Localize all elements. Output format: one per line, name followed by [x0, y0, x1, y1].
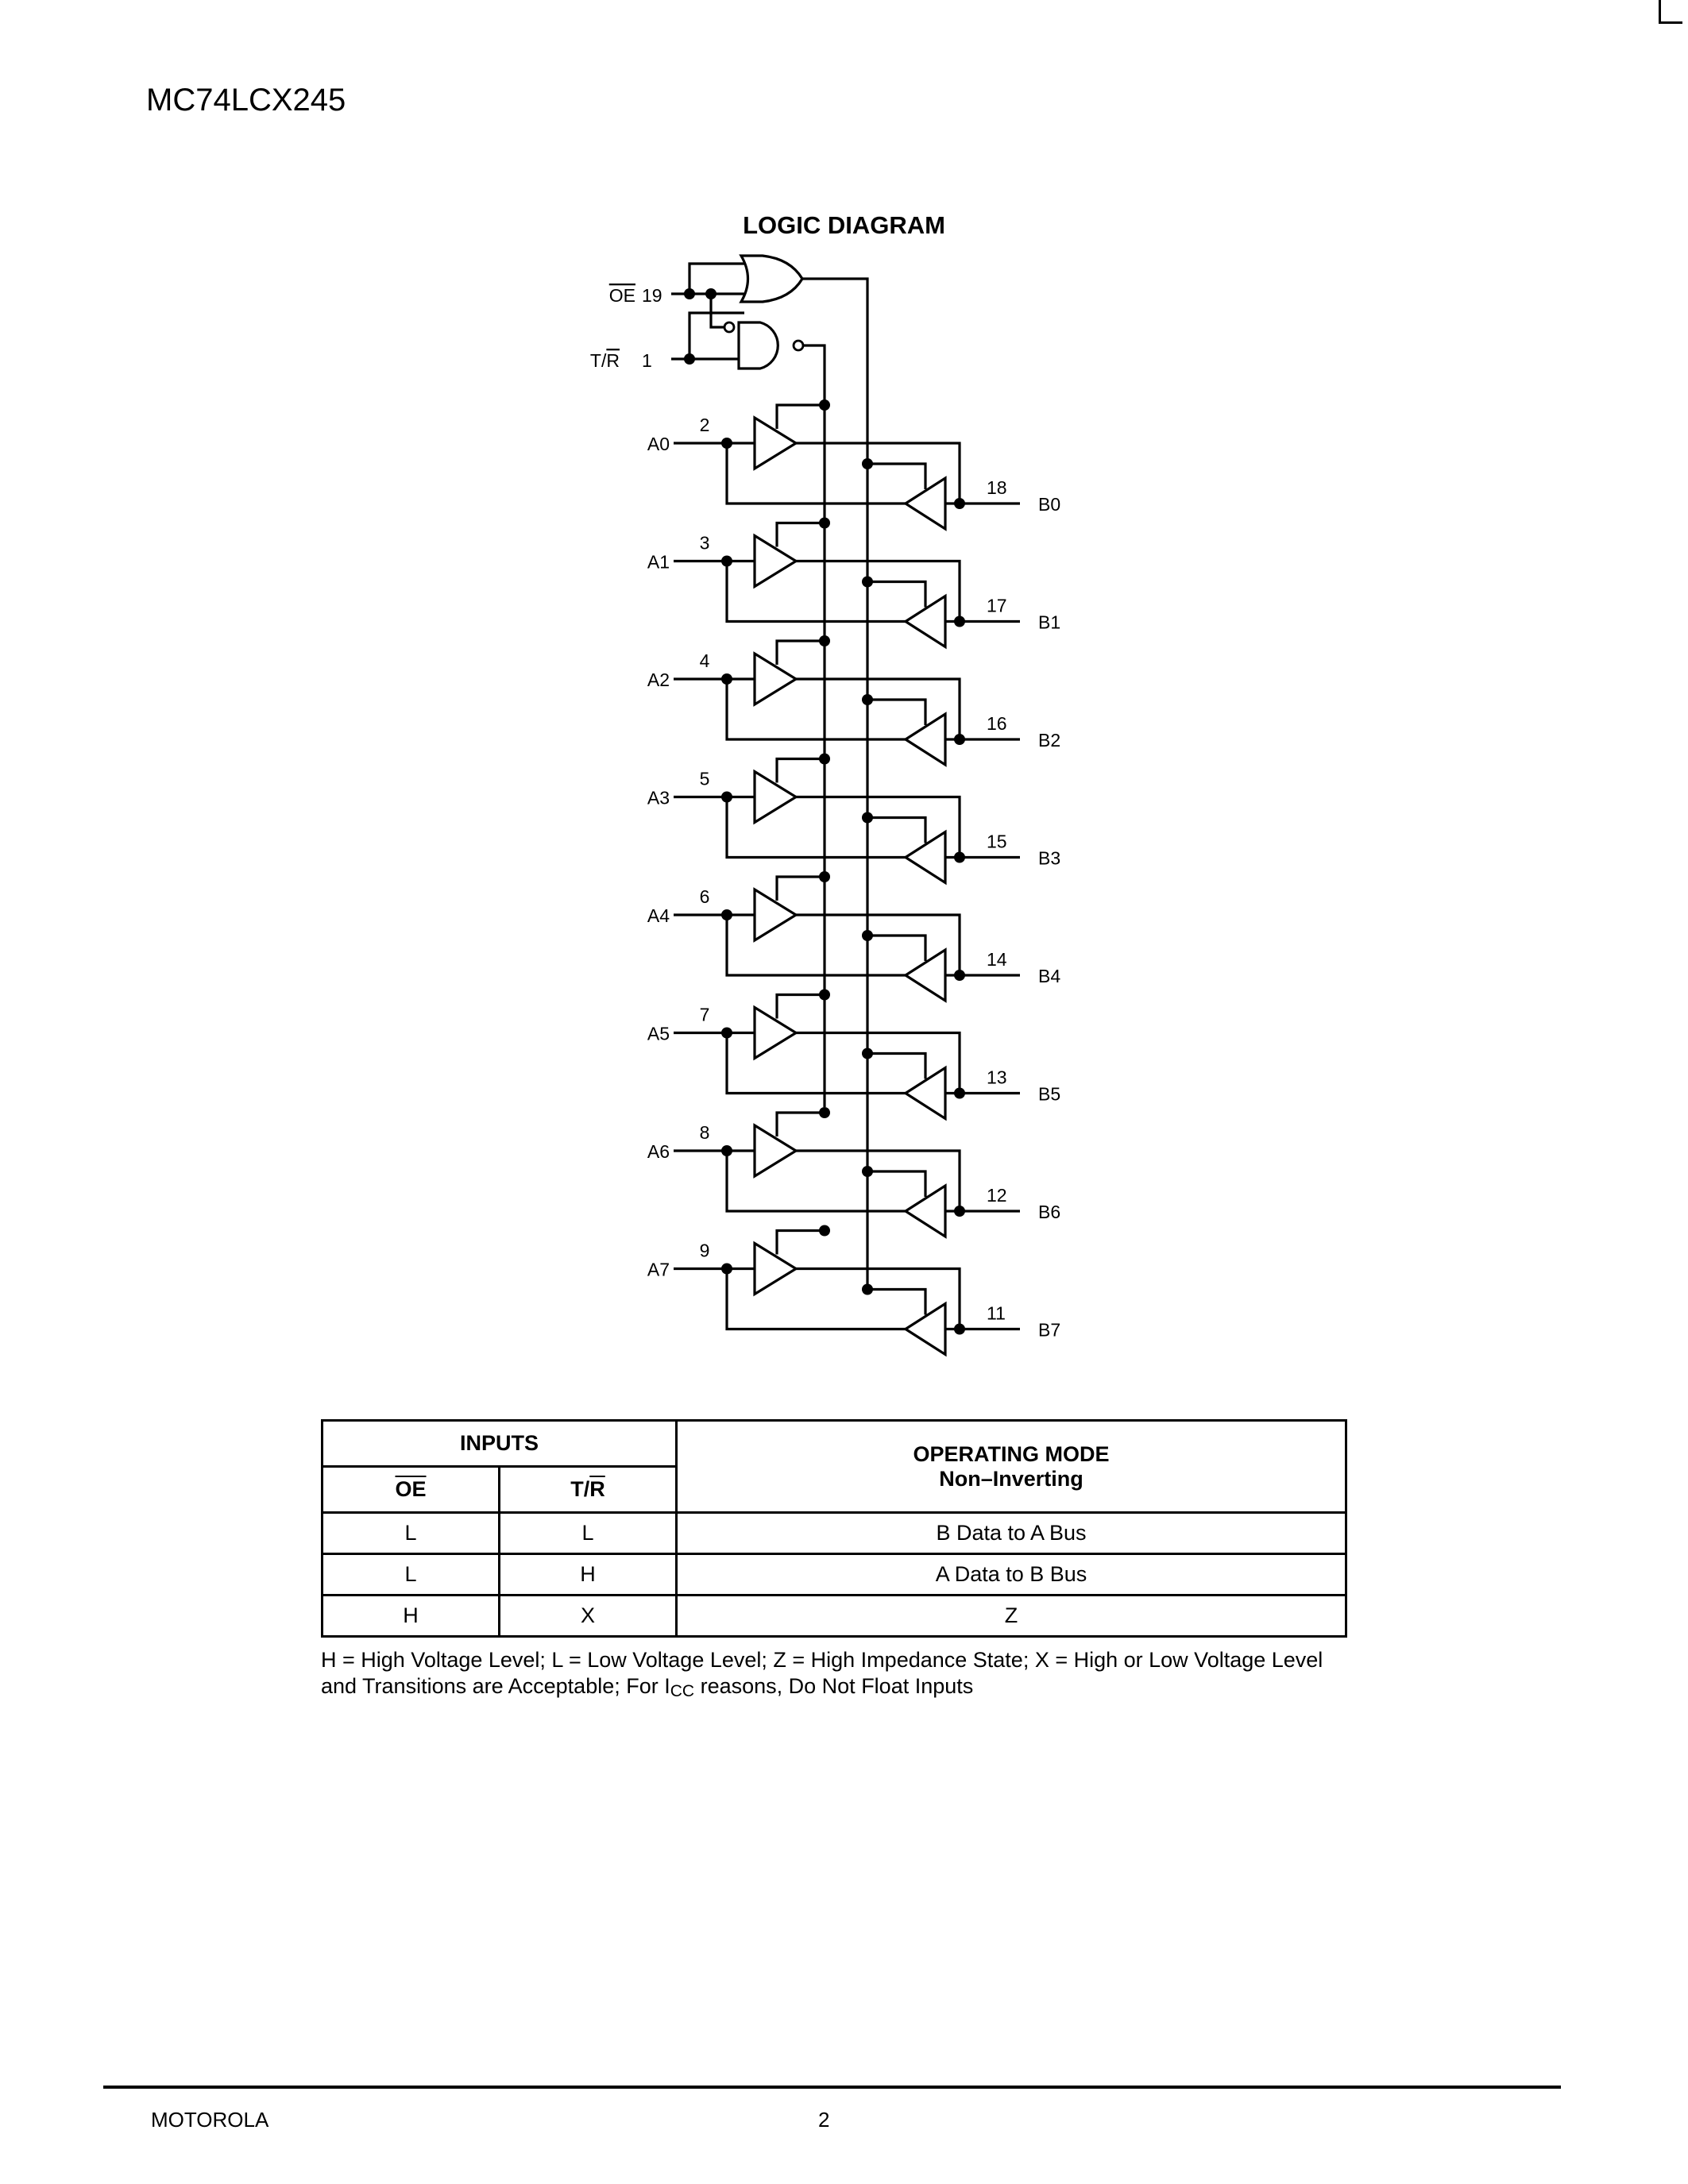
b-buffer-enable-wire: [867, 1054, 925, 1079]
junction-dot: [954, 1324, 965, 1335]
b-port-label: B4: [1038, 966, 1061, 986]
junction-dot: [819, 990, 830, 1001]
a-buffer-enable-wire: [777, 995, 825, 1019]
a-pin-number: 6: [699, 886, 710, 907]
junction-dot: [862, 577, 873, 588]
a-buffer-enable-wire: [777, 877, 825, 901]
junction-dot: [954, 498, 965, 509]
a-buffer-enable-wire: [777, 1113, 825, 1136]
oe-pin-label: OE: [608, 285, 635, 306]
nand-gate: [739, 322, 778, 369]
b-pin-number: 12: [987, 1185, 1007, 1206]
junction-dot: [705, 288, 717, 299]
a-port-label: A0: [647, 434, 670, 454]
junction-dot: [862, 1284, 873, 1295]
b-pin-number: 14: [987, 949, 1007, 970]
junction-dot: [819, 635, 830, 646]
b-buffer-enable-wire: [867, 464, 925, 489]
a-to-b-buffer: [755, 1125, 796, 1176]
or-output-bus: [802, 279, 867, 1290]
a-port-label: A3: [647, 787, 670, 808]
a-to-b-buffer: [755, 1244, 796, 1295]
b-pin-number: 18: [987, 477, 1007, 498]
oe-to-or-wire: [689, 264, 744, 294]
truth-table: [321, 1419, 1347, 1638]
a-buffer-enable-wire: [777, 641, 825, 665]
junction-dot: [862, 458, 873, 469]
b-port-label: B3: [1038, 847, 1061, 869]
tr-value: L: [500, 1513, 677, 1554]
junction-dot: [819, 1107, 830, 1118]
tr-pin-number: 1: [642, 350, 652, 371]
junction-dot: [684, 288, 695, 299]
mode-value: A Data to B Bus: [677, 1554, 1346, 1596]
oe-column-header: $\overline{OE}$: [395, 1477, 427, 1501]
a-to-b-buffer: [755, 654, 796, 704]
b-pin-number: 11: [987, 1302, 1006, 1324]
junction-dot: [862, 930, 873, 941]
oe-pin-number: 19: [642, 285, 662, 306]
a-pin-number: 2: [699, 415, 710, 435]
table-row: [323, 1596, 1346, 1637]
a-pin-number: 9: [699, 1240, 710, 1261]
a-pin-number: 3: [699, 532, 710, 554]
b-pin-number: 17: [987, 595, 1007, 616]
junction-dot: [819, 754, 830, 765]
a-buffer-enable-wire: [777, 405, 825, 429]
junction-dot: [954, 734, 965, 745]
a-port-label: A5: [647, 1023, 670, 1044]
b-port-label: B6: [1038, 1202, 1061, 1222]
mode-value: B Data to A Bus: [677, 1513, 1346, 1554]
b-pin-number: 16: [987, 713, 1007, 734]
a-pin-number: 5: [699, 768, 710, 789]
junction-dot: [684, 353, 695, 365]
table-footnote: [321, 1647, 1354, 1704]
junction-dot: [819, 518, 830, 529]
junction-dot: [954, 1206, 965, 1217]
a-port-label: A6: [647, 1141, 670, 1162]
inversion-bubble: [724, 322, 734, 332]
footnote-line-1: H = High Voltage Level; L = Low Voltage Level; Z = High Impedance State; X = High or Low Voltage Level: [321, 1648, 1323, 1672]
part-number: MC74LCX245: [146, 83, 346, 118]
a-to-b-buffer: [755, 889, 796, 940]
a-to-b-buffer: [755, 536, 796, 587]
junction-dot: [862, 1048, 873, 1059]
b-port-label: B5: [1038, 1083, 1061, 1105]
operating-mode-subtitle: Non–Inverting: [939, 1466, 1083, 1491]
a-to-b-buffer: [755, 418, 796, 469]
a-buffer-enable-wire: [777, 1231, 825, 1255]
junction-dot: [954, 1088, 965, 1099]
table-row: [323, 1513, 1346, 1554]
junction-dot: [862, 694, 873, 705]
a-buffer-enable-wire: [777, 523, 825, 547]
diagram-title: LOGIC DIAGRAM: [743, 211, 945, 239]
a-to-b-buffer: [755, 772, 796, 823]
tr-column-header: $T/\overline{R}$: [570, 1477, 605, 1501]
junction-dot: [819, 871, 830, 882]
junction-dot: [819, 399, 830, 411]
mode-value: Z: [677, 1596, 1346, 1637]
a-buffer-enable-wire: [777, 759, 825, 783]
footer-brand: MOTOROLA: [151, 2108, 269, 2132]
b-buffer-enable-wire: [867, 936, 925, 961]
junction-dot: [954, 616, 965, 627]
junction-dot: [954, 852, 965, 863]
b-buffer-enable-wire: [867, 700, 925, 725]
oe-value: L: [323, 1513, 500, 1554]
tr-to-or-wire: [689, 313, 744, 359]
or-gate: [741, 256, 802, 302]
a-port-label: A4: [647, 905, 670, 926]
b-port-label: B7: [1038, 1319, 1061, 1341]
a-port-label: A7: [647, 1259, 670, 1280]
junction-dot: [954, 970, 965, 981]
b-pin-number: 15: [987, 831, 1007, 852]
a-pin-number: 7: [699, 1004, 710, 1025]
b-buffer-enable-wire: [867, 818, 925, 843]
b-pin-number: 13: [987, 1067, 1007, 1088]
page-number: 2: [818, 2108, 830, 2132]
a-pin-number: 8: [699, 1122, 710, 1143]
tr-pin-label: T/R: [589, 350, 620, 371]
operating-mode-title: OPERATING MODE: [913, 1441, 1110, 1466]
oe-value: H: [323, 1596, 500, 1637]
tr-value: X: [500, 1596, 677, 1637]
oe-value: L: [323, 1554, 500, 1596]
inversion-bubble: [794, 341, 803, 350]
b-port-label: B2: [1038, 730, 1061, 751]
a-port-label: A1: [647, 551, 670, 573]
inputs-header: INPUTS: [323, 1421, 677, 1467]
b-buffer-enable-wire: [867, 1171, 925, 1197]
a-port-label: A2: [647, 669, 670, 690]
b-port-label: B1: [1038, 612, 1061, 633]
footnote-line-2: and Transitions are Acceptable; For $I_{CC}$ reasons, Do Not Float Inputs: [321, 1674, 974, 1700]
footer-rule: [103, 2086, 1561, 2089]
a-pin-number: 4: [699, 650, 710, 671]
tr-value: H: [500, 1554, 677, 1596]
junction-dot: [862, 812, 873, 824]
a-to-b-buffer: [755, 1008, 796, 1059]
b-buffer-enable-wire: [867, 582, 925, 608]
junction-dot: [819, 1225, 830, 1237]
b-port-label: B0: [1038, 494, 1061, 515]
table-row: [323, 1554, 1346, 1596]
junction-dot: [862, 1166, 873, 1177]
operating-mode-header: [677, 1421, 1346, 1513]
b-buffer-enable-wire: [867, 1290, 925, 1315]
